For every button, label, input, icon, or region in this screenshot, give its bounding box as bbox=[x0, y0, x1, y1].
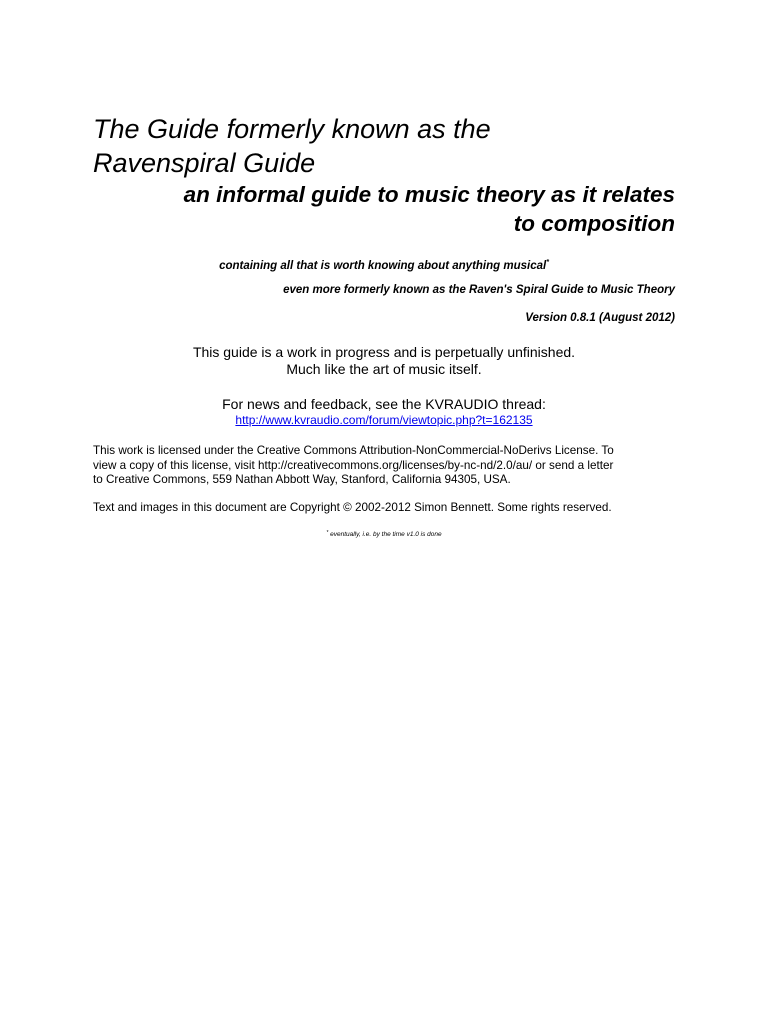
kvraudio-thread-link[interactable]: http://www.kvraudio.com/forum/viewtopic.php?t=162135 bbox=[235, 413, 533, 427]
tagline-footnote-mark: * bbox=[546, 259, 549, 266]
version-label: Version 0.8.1 (August 2012) bbox=[525, 312, 675, 324]
work-in-progress-note bbox=[93, 344, 675, 378]
subtitle-line-1: an informal guide to music theory as it relates bbox=[183, 182, 675, 207]
document-page bbox=[93, 0, 675, 1024]
copyright-notice: Text and images in this document are Copyright © 2002-2012 Simon Bennett. Some rights reserved. bbox=[93, 501, 612, 514]
footnote-text: eventually, i.e. by the time v1.0 is done bbox=[328, 531, 442, 538]
footnote-mark: * bbox=[326, 530, 329, 536]
wip-line-2: Much like the art of music itself. bbox=[286, 361, 482, 377]
news-feedback-section bbox=[93, 396, 675, 428]
formerly-known-note: even more formerly known as the Raven's Spiral Guide to Music Theory bbox=[283, 284, 675, 296]
license-line-3: to Creative Commons, 559 Nathan Abbott Way, Stanford, California 94305, USA. bbox=[93, 473, 511, 486]
license-line-1: This work is licensed under the Creative Commons Attribution-NonCommercial-NoDerivs License. To bbox=[93, 444, 614, 457]
news-text: For news and feedback, see the KVRAUDIO thread: bbox=[222, 396, 546, 412]
license-line-2: view a copy of this license, visit http://creativecommons.org/licenses/by-nc-nd/2.0/au/ or send a letter bbox=[93, 458, 614, 472]
license-paragraph bbox=[93, 444, 675, 488]
tagline bbox=[93, 255, 675, 274]
footnote bbox=[93, 529, 675, 539]
title-line-2: Ravenspiral Guide bbox=[93, 148, 316, 178]
document-title bbox=[93, 112, 675, 180]
wip-line-1: This guide is a work in progress and is perpetually unfinished. bbox=[192, 344, 576, 360]
document-subtitle bbox=[93, 180, 675, 238]
subtitle-line-2: to composition bbox=[513, 211, 675, 236]
tagline-text: containing all that is worth knowing about anything musical bbox=[219, 260, 547, 272]
title-line-1: The Guide formerly known as the bbox=[93, 114, 491, 144]
